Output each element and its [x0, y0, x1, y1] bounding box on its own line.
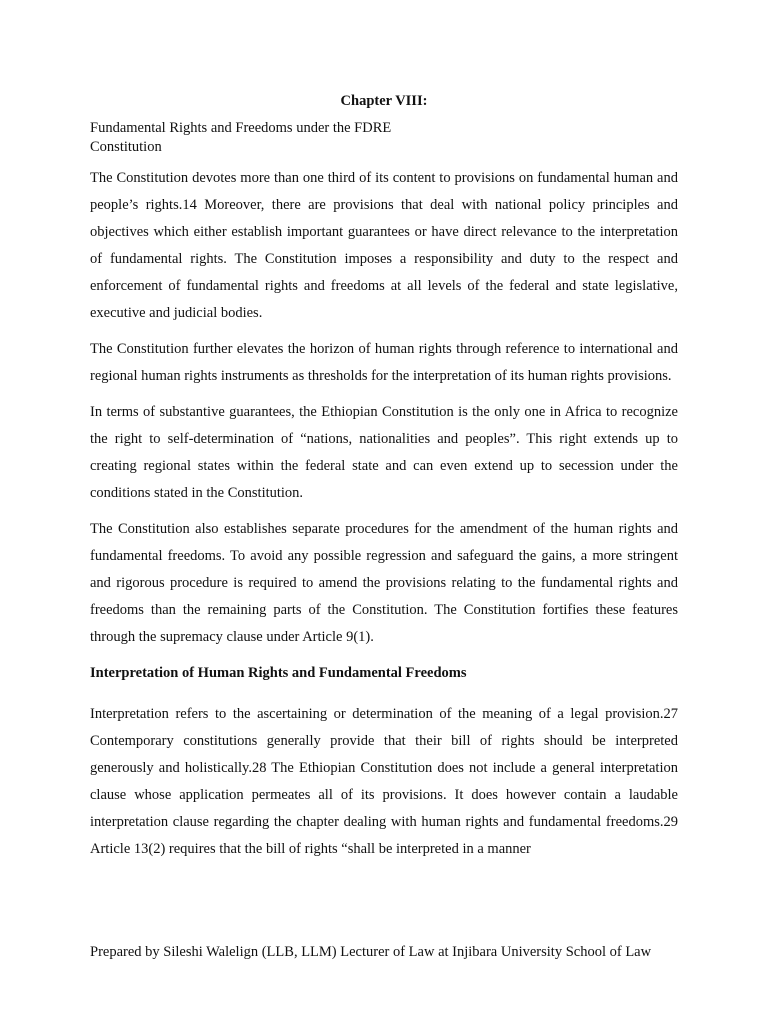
paragraph-2: The Constitution further elevates the horizon of human rights through reference to international and regional human rights instruments as thresholds for the interpretation of its human rights provisions. [90, 341, 678, 384]
subtitle-line-1: Fundamental Rights and Freedoms under the FDRE [90, 120, 392, 136]
paragraph-3: In terms of substantive guarantees, the Ethiopian Constitution is the only one in Africa to recognize the right to self-determination of “nations, nationalities and peoples”. This right extends up to creating regional states within the federal state and can even extend up to secession under the conditions stated in the Constitution. [90, 404, 678, 501]
document-page [90, 88, 678, 872]
page-footer: Prepared by Sileshi Walelign (LLB, LLM) Lecturer of Law at Injibara University School of Law [90, 944, 652, 960]
paragraph-4: The Constitution also establishes separate procedures for the amendment of the human rights and fundamental freedoms. To avoid any possible regression and safeguard the gains, a more stringent and rigorous procedure is required to amend the provisions relating to the fundamental rights and freedoms than the remaining parts of the Constitution. The Constitution fortifies these features through the supremacy clause under Article 9(1). [90, 521, 678, 645]
section-heading: Interpretation of Human Rights and Fundamental Freedoms [90, 665, 467, 681]
chapter-subtitle [90, 119, 678, 157]
chapter-title: Chapter VIII: [340, 93, 428, 109]
subtitle-line-2: Constitution [90, 139, 162, 155]
paragraph-1: The Constitution devotes more than one third of its content to provisions on fundamental human and people’s rights.14 Moreover, there are provisions that deal with national policy principles and objectives which either establish important guarantees or have direct relevance to the interpretation of fundamental rights. The Constitution imposes a responsibility and duty to the respect and enforcement of fundamental rights and freedoms at all levels of the federal and state legislative, executive and judicial bodies. [90, 170, 678, 321]
section-paragraph: Interpretation refers to the ascertaining or determination of the meaning of a legal provision.27 Contemporary constitutions generally provide that their bill of rights should be interpreted generously and holistically.28 The Ethiopian Constitution does not include a general interpretation clause whose application permeates all of its provisions. It does however contain a laudable interpretation clause regarding the chapter dealing with human rights and fundamental freedoms.29 Article 13(2) requires that the bill of rights “shall be interpreted in a manner [90, 706, 678, 857]
